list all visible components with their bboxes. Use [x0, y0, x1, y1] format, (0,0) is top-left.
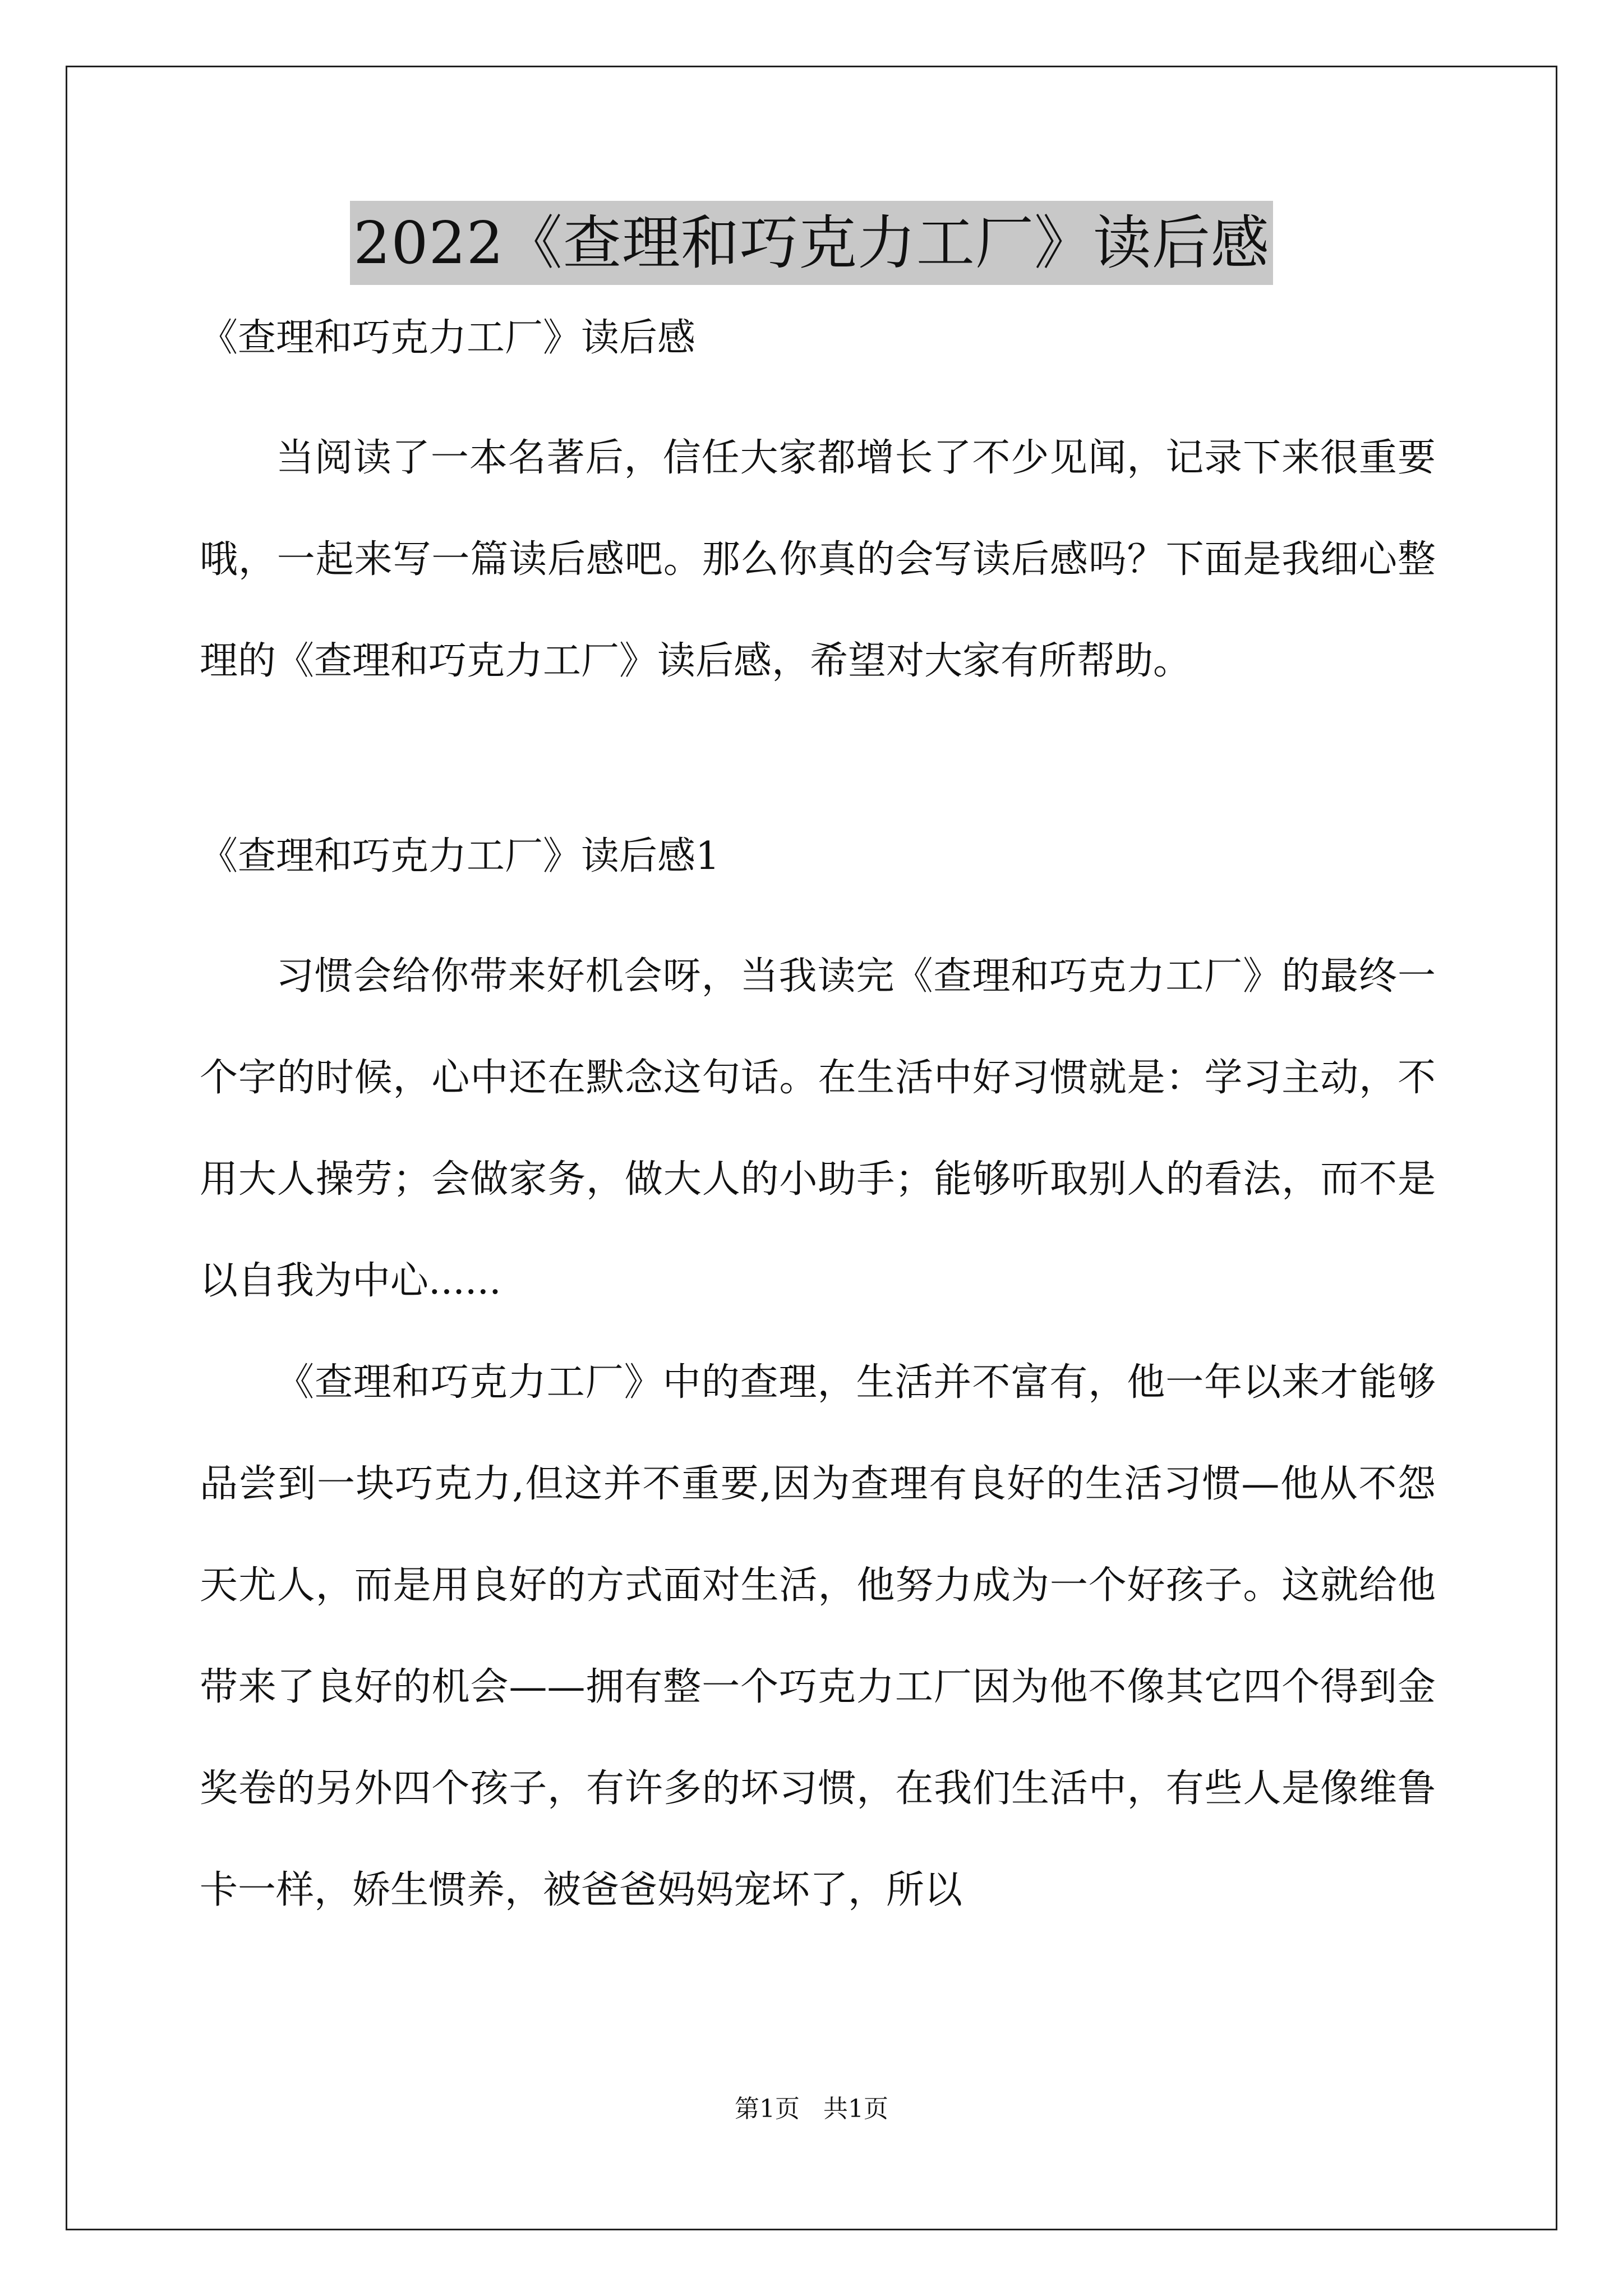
subtitle: 《查理和巧克力工厂》读后感: [200, 316, 696, 360]
intro-paragraph: 当阅读了一本名著后，信任大家都增长了不少见闻，记录下来很重要哦，一起来写一篇读后感吧。那么你真的会写读后感吗？下面是我细心整理的《查理和巧克力工厂》读后感，希望对大家有所帮助。: [200, 436, 1436, 683]
section-heading: 《查理和巧克力工厂》读后感1: [200, 834, 720, 878]
document-title: 2022《查理和巧克力工厂》读后感: [350, 201, 1273, 285]
body-paragraph-1: 习惯会给你带来好机会呀，当我读完《查理和巧克力工厂》的最终一个字的时候，心中还在默念这句话。在生活中好习惯就是：学习主动，不用大人操劳；会做家务，做大人的小助手；能够听取别人的看法，而不是以自我为中心......: [200, 954, 1436, 1303]
document-body: [200, 311, 1436, 1941]
title-container: [0, 201, 1623, 285]
body-paragraph-2: 《查理和巧克力工厂》中的查理，生活并不富有，他一年以来才能够品尝到一块巧克力,但这并不重要,因为查理有良好的生活习惯—他从不怨天尤人，而是用良好的方式面对生活，他努力成为一个好孩子。这就给他带来了良好的机会——拥有整一个巧克力工厂因为他不像其它四个得到金奖卷的另外四个孩子，有许多的坏习惯，在我们生活中，有些人是像维鲁卡一样，娇生惯养，被爸爸妈妈宠坏了，所以: [200, 1360, 1436, 1912]
page-footer: 第1页 共1页: [735, 2095, 888, 2123]
